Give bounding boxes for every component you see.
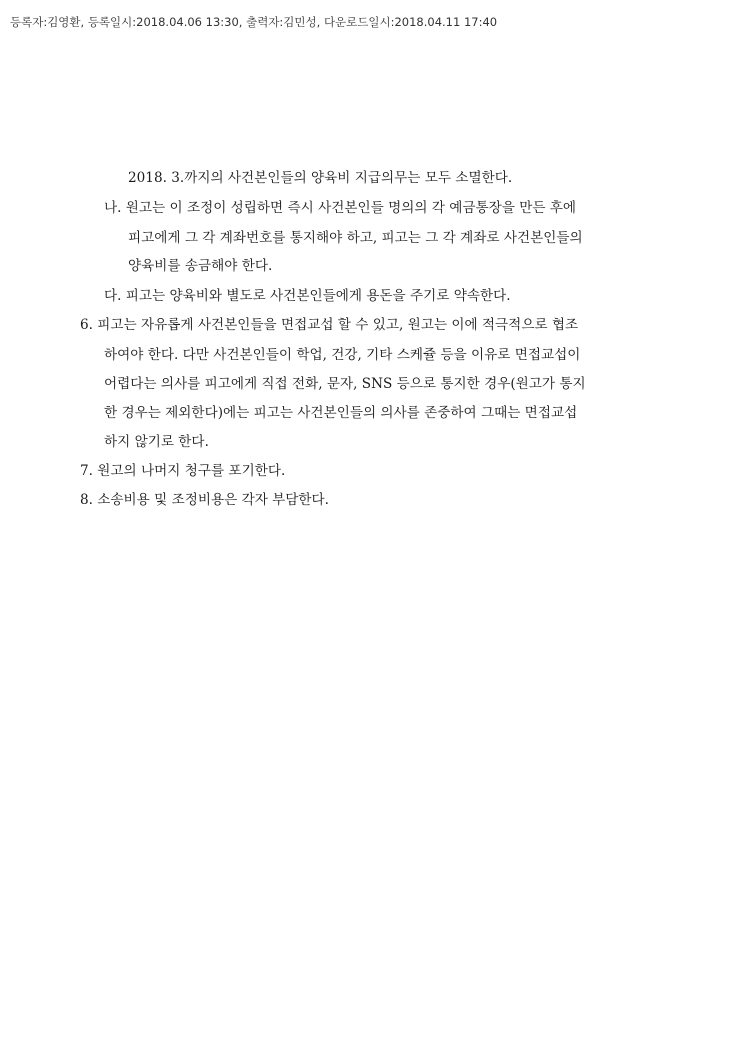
text-line: 8. 소송비용 및 조정비용은 각자 부담한다. — [80, 492, 329, 508]
text-line: 7. 원고의 나머지 청구를 포기한다. — [80, 463, 286, 479]
text-line: 어렵다는 의사를 피고에게 직접 전화, 문자, SNS 등으로 통지한 경우(원고가 통지 — [104, 376, 586, 392]
text-line: 6. 피고는 자유롭게 사건본인들을 면접교섭 할 수 있고, 원고는 이에 적극적으로 협조 — [80, 317, 579, 333]
text-line: 하여야 한다. 다만 사건본인들이 학업, 건강, 기타 스케쥴 등을 이유로 면접교섭이 — [104, 347, 581, 363]
text-line: 피고에게 그 각 계좌번호를 통지해야 하고, 피고는 그 각 계좌로 사건본인들의 — [128, 230, 583, 246]
text-line: 하지 않기로 한다. — [104, 434, 209, 450]
text-line: 다. 피고는 양육비와 별도로 사건본인들에게 용돈을 주기로 약속한다. — [104, 288, 511, 304]
document-header-metadata: 등록자:김영환, 등록일시:2018.04.06 13:30, 출력자:김민성, 다운로드일시:2018.04.11 17:40 — [10, 15, 498, 29]
text-line: 한 경우는 제외한다)에는 피고는 사건본인들의 의사를 존중하여 그때는 면접교섭 — [104, 405, 578, 421]
text-line: 나. 원고는 이 조정이 성립하면 즉시 사건본인들 명의의 각 예금통장을 만든 후에 — [104, 200, 577, 216]
text-line: 양육비를 송금해야 한다. — [128, 258, 273, 274]
text-line: 2018. 3.까지의 사건본인들의 양육비 지급의무는 모두 소멸한다. — [128, 170, 513, 186]
